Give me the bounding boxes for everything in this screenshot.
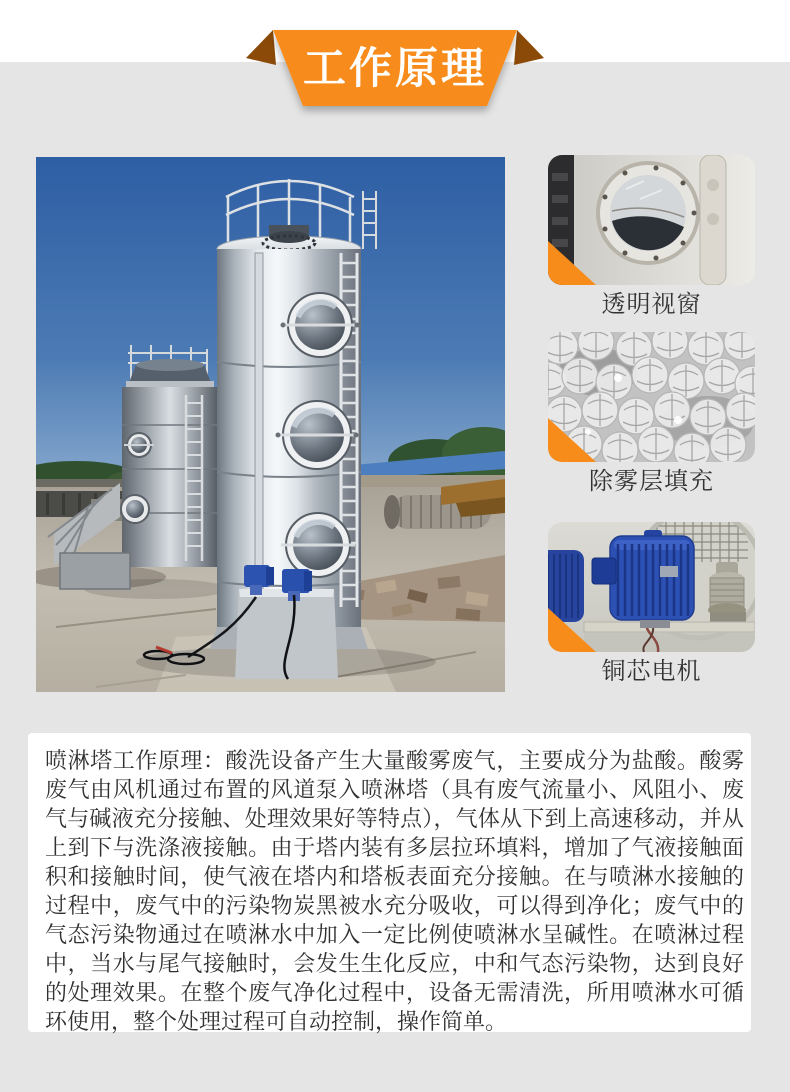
feature-card-packing	[548, 332, 755, 496]
working-principle-paragraph: 喷淋塔工作原理：酸洗设备产生大量酸雾废气，主要成分为盐酸。酸雾废气由风机通过布置的风道泵入喷淋塔（具有废气流量小、风阻小、废气与碱液充分接触、处理效果好等特点），气体从下到上高速移动，并从上到下与洗涤液接触。由于塔内装有多层拉环填料，增加了气液接触面积和接触时间，使气液在塔内和塔板表面充分接触。在与喷淋水接触的过程中，废气中的污染物炭黑被水充分吸收，可以得到净化；废气中的气态污染物通过在喷淋水中加入一定比例使喷淋水呈碱性。在喷淋过程中，当水与尾气接触时，会发生生化反应，中和气态污染物，达到良好的处理效果。在整个废气净化过程中，设备无需清洗，所用喷淋水可循环使用，整个处理过程可自动控制，操作简单。	[45, 748, 744, 1034]
feature-image-motor	[548, 522, 755, 652]
main-photo-spray-towers	[36, 157, 505, 692]
feature-image-viewport	[548, 155, 755, 285]
feature-caption: 铜芯电机	[601, 658, 702, 685]
motor-illustration	[548, 522, 755, 652]
feature-caption: 除雾层填充	[589, 468, 714, 495]
feature-image-packing	[548, 332, 755, 462]
section-title: 工作原理	[303, 45, 487, 93]
feature-card-motor	[548, 522, 755, 686]
feature-card-viewport	[548, 155, 755, 319]
spray-tower-photo-illustration	[36, 157, 505, 692]
working-principle-text-card	[28, 733, 751, 1032]
feature-caption: 透明视窗	[601, 291, 702, 318]
viewport-illustration	[548, 155, 755, 285]
packing-balls-illustration	[548, 332, 755, 462]
